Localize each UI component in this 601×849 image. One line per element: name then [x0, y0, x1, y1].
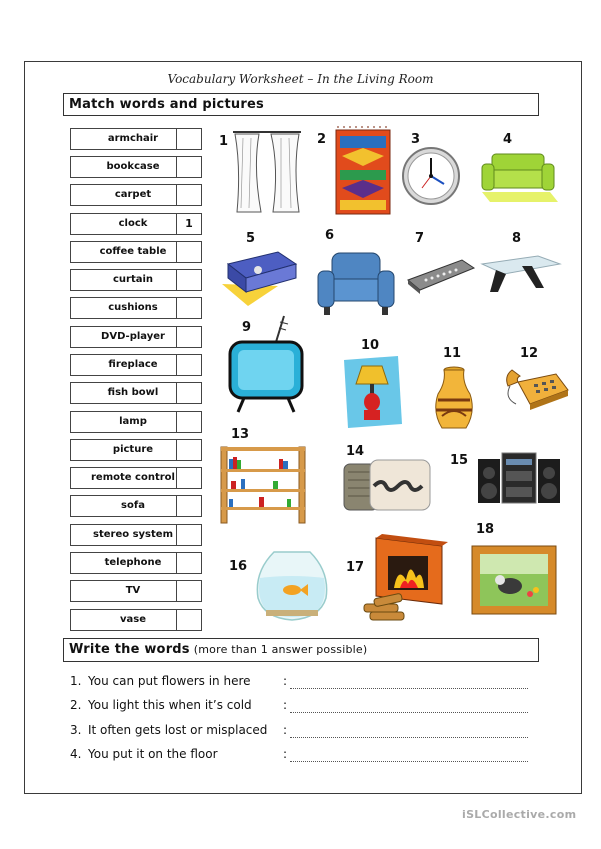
- picture-number: 16: [229, 559, 248, 574]
- framed-picture: [470, 544, 558, 616]
- answer-box[interactable]: [176, 156, 202, 178]
- answer-box[interactable]: [176, 354, 202, 376]
- dvd-player-picture: [218, 246, 300, 312]
- answer-box[interactable]: [176, 241, 202, 263]
- write-heading: Write the words (more than 1 answer possible): [69, 642, 368, 657]
- picture-number: 12: [520, 346, 539, 361]
- answer-colon: :: [283, 674, 288, 688]
- question-item: 3. It often gets lost or misplaced: [70, 723, 268, 737]
- carpet-picture: [330, 126, 396, 218]
- question-item: 4. You put it on the floor: [70, 747, 218, 761]
- word-label: telephone: [70, 552, 196, 574]
- word-label: clock: [70, 213, 196, 235]
- picture-number: 9: [242, 320, 252, 335]
- picture-number: 13: [231, 427, 250, 442]
- answer-colon: :: [283, 747, 288, 761]
- vase-picture: [428, 364, 480, 434]
- word-label: bookcase: [70, 156, 196, 178]
- answer-box[interactable]: [176, 580, 202, 602]
- clock-picture: [400, 146, 462, 206]
- coffee-table-picture: [478, 252, 562, 298]
- answer-box[interactable]: [176, 297, 202, 319]
- bookcase-picture: [219, 445, 307, 525]
- fireplace-picture: [362, 532, 450, 628]
- answer-box[interactable]: [176, 411, 202, 433]
- answer-line[interactable]: [290, 727, 528, 738]
- watermark: iSLCollective.com: [462, 808, 577, 821]
- write-section-header: [63, 638, 539, 662]
- picture-number: 14: [346, 444, 365, 459]
- word-label: TV: [70, 580, 196, 602]
- stereo-system-picture: [474, 449, 564, 509]
- picture-number: 8: [512, 231, 522, 246]
- word-label: stereo system: [70, 524, 196, 546]
- word-label: fish bowl: [70, 382, 196, 404]
- word-label: carpet: [70, 184, 196, 206]
- word-label: armchair: [70, 128, 196, 150]
- answer-line[interactable]: [290, 678, 528, 689]
- word-label: cushions: [70, 297, 196, 319]
- word-label: vase: [70, 609, 196, 631]
- cushions-picture: [342, 456, 434, 514]
- match-heading: Match words and pictures: [69, 97, 264, 112]
- word-label: lamp: [70, 411, 196, 433]
- word-label: remote control: [70, 467, 196, 489]
- picture-number: 17: [346, 560, 365, 575]
- worksheet-title: Vocabulary Worksheet – In the Living Room: [167, 72, 434, 86]
- answer-colon: :: [283, 723, 288, 737]
- answer-line[interactable]: [290, 702, 528, 713]
- remote-control-picture: [406, 256, 476, 296]
- picture-number: 6: [325, 228, 335, 243]
- picture-number: 7: [415, 231, 425, 246]
- fish-bowl-picture: [252, 548, 332, 624]
- tv-picture: [226, 312, 308, 416]
- answer-box[interactable]: [176, 184, 202, 206]
- word-label: picture: [70, 439, 196, 461]
- question-item: 1. You can put flowers in here: [70, 674, 251, 688]
- answer-box[interactable]: 1: [176, 213, 202, 235]
- picture-number: 2: [317, 132, 327, 147]
- picture-number: 11: [443, 346, 462, 361]
- picture-number: 1: [219, 134, 229, 149]
- picture-number: 4: [503, 132, 513, 147]
- picture-number: 3: [411, 132, 421, 147]
- answer-box[interactable]: [176, 552, 202, 574]
- answer-box[interactable]: [176, 495, 202, 517]
- word-label: coffee table: [70, 241, 196, 263]
- match-section-header: [63, 93, 539, 116]
- picture-number: 10: [361, 338, 380, 353]
- sofa-picture: [478, 146, 560, 206]
- answer-box[interactable]: [176, 269, 202, 291]
- answer-line[interactable]: [290, 751, 528, 762]
- lamp-picture: [340, 354, 406, 430]
- answer-box[interactable]: [176, 382, 202, 404]
- picture-number: 18: [476, 522, 495, 537]
- picture-number: 5: [246, 231, 256, 246]
- answer-box[interactable]: [176, 609, 202, 631]
- word-label: sofa: [70, 495, 196, 517]
- telephone-picture: [500, 364, 570, 416]
- answer-box[interactable]: [176, 439, 202, 461]
- word-label: curtain: [70, 269, 196, 291]
- word-label: fireplace: [70, 354, 196, 376]
- question-item: 2. You light this when it’s cold: [70, 698, 252, 712]
- answer-box[interactable]: [176, 326, 202, 348]
- answer-colon: :: [283, 698, 288, 712]
- answer-box[interactable]: [176, 128, 202, 150]
- write-note: (more than 1 answer possible): [193, 643, 368, 656]
- answer-box[interactable]: [176, 467, 202, 489]
- curtain-picture: [231, 128, 303, 218]
- armchair-picture: [316, 247, 396, 319]
- word-label: DVD-player: [70, 326, 196, 348]
- answer-box[interactable]: [176, 524, 202, 546]
- picture-number: 15: [450, 453, 469, 468]
